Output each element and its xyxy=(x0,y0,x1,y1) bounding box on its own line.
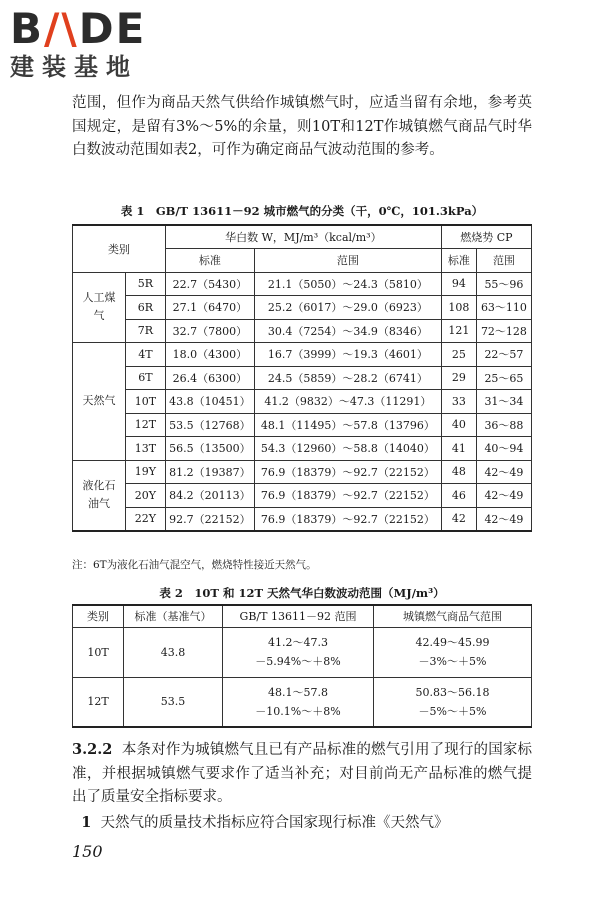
header-gb-range: GB/T 13611－92 范围 xyxy=(223,605,374,627)
table-row xyxy=(73,460,532,484)
row-gb-range: 41.2～47.3 －5.94%～＋8% xyxy=(223,627,374,677)
header-cp-range: 范围 xyxy=(476,249,531,273)
row-code: 4T xyxy=(126,343,166,367)
row-standard: 84.2（20113） xyxy=(165,484,254,508)
row-standard: 26.4（6300） xyxy=(165,366,254,390)
table-row xyxy=(73,413,532,437)
row-code: 5R xyxy=(126,272,166,296)
table-row xyxy=(73,366,532,390)
row-range: 24.5（5859）～28.2（6741） xyxy=(254,366,441,390)
wobbe-fluctuation-table xyxy=(72,604,532,728)
table2-caption: 表 2 10T 和 12T 天然气华白数波动范围（MJ/m³） xyxy=(159,586,445,600)
row-cp-range: 25～65 xyxy=(476,366,531,390)
logo-subtitle: 建装基地 xyxy=(10,53,138,81)
row-standard: 56.5（13500） xyxy=(165,437,254,461)
row-standard: 81.2（19387） xyxy=(165,460,254,484)
table1-caption: 表 1 GB/T 13611－92 城市燃气的分类（干，0℃，101.3kPa） xyxy=(120,204,484,218)
row-range: 54.3（12960）～58.8（14040） xyxy=(254,437,441,461)
row-standard: 92.7（22152） xyxy=(165,507,254,531)
row-cp-range: 63～110 xyxy=(476,296,531,320)
row-cp-range: 42～49 xyxy=(476,507,531,531)
table-row xyxy=(73,272,532,296)
logo-brand: B/\DE xyxy=(10,4,147,53)
header-category: 类别 xyxy=(73,225,166,272)
page-number: 150 xyxy=(72,842,103,861)
row-code: 13T xyxy=(126,437,166,461)
row-cp-range: 22～57 xyxy=(476,343,531,367)
row-cp-range: 40～94 xyxy=(476,437,531,461)
row-cp-standard: 121 xyxy=(441,319,476,343)
row-code: 12T xyxy=(126,413,166,437)
row-cp-standard: 25 xyxy=(441,343,476,367)
row-range: 48.1（11495）～57.8（13796） xyxy=(254,413,441,437)
header-cp: 燃烧势 CP xyxy=(441,225,531,249)
header-category: 类别 xyxy=(73,605,124,627)
section-3-2-2 xyxy=(72,738,532,810)
header-cp-standard: 标准 xyxy=(441,249,476,273)
row-code: 6R xyxy=(126,296,166,320)
section-number: 3.2.2 xyxy=(72,741,113,758)
table-row xyxy=(73,296,532,320)
row-cp-standard: 29 xyxy=(441,366,476,390)
row-code: 7R xyxy=(126,319,166,343)
table-row xyxy=(73,627,532,677)
row-cp-range: 42～49 xyxy=(476,484,531,508)
row-standard: 53.5 xyxy=(124,677,223,727)
group-name: 人工煤气 xyxy=(73,272,126,343)
row-city-range: 42.49～45.99 －3%～＋5% xyxy=(374,627,532,677)
row-cp-standard: 108 xyxy=(441,296,476,320)
table-row xyxy=(73,319,532,343)
row-range: 25.2（6017）～29.0（6923） xyxy=(254,296,441,320)
row-code: 19Y xyxy=(126,460,166,484)
group-name: 液化石油气 xyxy=(73,460,126,531)
row-range: 30.4（7254）～34.9（8346） xyxy=(254,319,441,343)
row-cp-standard: 46 xyxy=(441,484,476,508)
row-range: 21.1（5050）～24.3（5810） xyxy=(254,272,441,296)
table-row xyxy=(73,390,532,414)
row-standard: 43.8（10451） xyxy=(165,390,254,414)
row-cp-standard: 41 xyxy=(441,437,476,461)
row-cp-standard: 94 xyxy=(441,272,476,296)
bade-logo xyxy=(10,6,180,90)
row-cp-standard: 48 xyxy=(441,460,476,484)
table-row xyxy=(73,437,532,461)
section-text: 本条对作为城镇燃气且已有产品标准的燃气引用了现行的国家标准，并根据城镇燃气要求作了适当补充；对目前尚无产品标准的燃气提出了质量安全指标要求。 xyxy=(72,742,533,805)
gas-classification-table xyxy=(72,224,532,532)
header-range: 范围 xyxy=(254,249,441,273)
row-range: 16.7（3999）～19.3（4601） xyxy=(254,343,441,367)
row-standard: 27.1（6470） xyxy=(165,296,254,320)
row-cp-range: 42～49 xyxy=(476,460,531,484)
row-code: 6T xyxy=(126,366,166,390)
item-text: 天然气的质量技术指标应符合国家现行标准《天然气》 xyxy=(100,815,449,831)
row-standard: 22.7（5430） xyxy=(165,272,254,296)
row-standard: 18.0（4300） xyxy=(165,343,254,367)
row-cp-standard: 42 xyxy=(441,507,476,531)
row-standard: 43.8 xyxy=(124,627,223,677)
header-standard: 标准（基准气） xyxy=(124,605,223,627)
row-range: 76.9（18379）～92.7（22152） xyxy=(254,507,441,531)
row-code: 10T xyxy=(126,390,166,414)
row-range: 76.9（18379）～92.7（22152） xyxy=(254,484,441,508)
row-cp-range: 55～96 xyxy=(476,272,531,296)
table-row xyxy=(73,677,532,727)
header-standard: 标准 xyxy=(165,249,254,273)
row-code: 10T xyxy=(73,627,124,677)
row-code: 20Y xyxy=(126,484,166,508)
row-cp-standard: 33 xyxy=(441,390,476,414)
row-range: 41.2（9832）～47.3（11291） xyxy=(254,390,441,414)
item-number: 1 xyxy=(81,814,92,831)
row-city-range: 50.83～56.18 －5%～＋5% xyxy=(374,677,532,727)
header-city-range: 城镇燃气商品气范围 xyxy=(374,605,532,627)
row-standard: 53.5（12768） xyxy=(165,413,254,437)
intro-paragraph: 范围，但作为商品天然气供给作城镇燃气时，应适当留有余地，参考英国规定，是留有3%～5%的余量，则10T和12T作城镇燃气商品气时华白数波动范围如表2，可作为确定商品气波动范围的参考。 xyxy=(72,95,532,158)
row-cp-range: 72～128 xyxy=(476,319,531,343)
header-wobbe: 华白数 W，MJ/m³（kcal/m³） xyxy=(165,225,441,249)
row-cp-standard: 40 xyxy=(441,413,476,437)
row-cp-range: 36～88 xyxy=(476,413,531,437)
group-name: 天然气 xyxy=(73,343,126,461)
row-cp-range: 31～34 xyxy=(476,390,531,414)
table-row xyxy=(73,484,532,508)
row-code: 12T xyxy=(73,677,124,727)
row-code: 22Y xyxy=(126,507,166,531)
item-1 xyxy=(72,811,532,836)
row-range: 76.9（18379）～92.7（22152） xyxy=(254,460,441,484)
table1-note: 注：6T为液化石油气混空气，燃烧特性接近天然气。 xyxy=(72,559,317,571)
row-gb-range: 48.1～57.8 －10.1%～＋8% xyxy=(223,677,374,727)
table-row xyxy=(73,507,532,531)
table-row xyxy=(73,343,532,367)
row-standard: 32.7（7800） xyxy=(165,319,254,343)
